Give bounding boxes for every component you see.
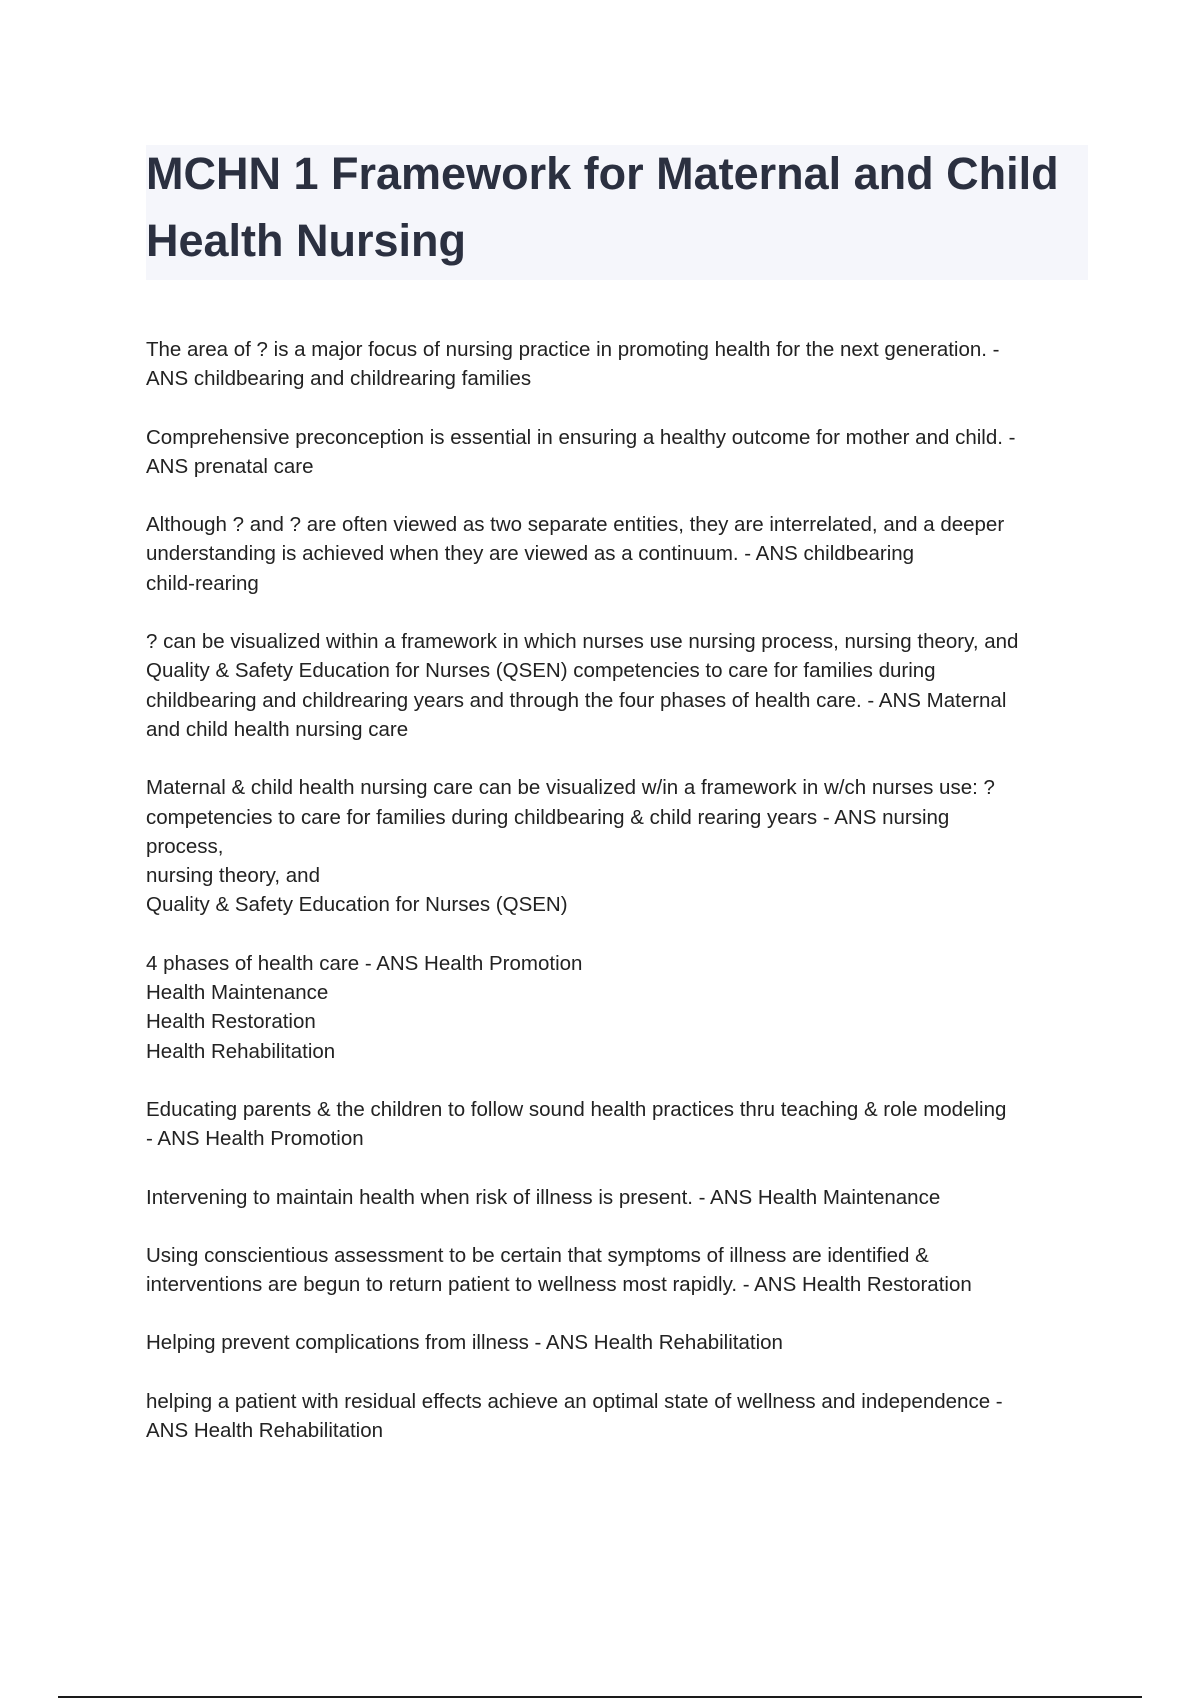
qa-item: Educating parents & the children to follow sound health practices thru teaching & role modeling - ANS Health Promotion	[146, 1097, 1007, 1151]
qa-item: helping a patient with residual effects achieve an optimal state of wellness and independence - ANS Health Rehabilitation	[146, 1389, 1003, 1443]
qa-item: Using conscientious assessment to be certain that symptoms of illness are identified & interventions are begun to return patient to wellness most rapidly. - ANS Health Restoration	[146, 1243, 972, 1297]
qa-item: The area of ? is a major focus of nursing practice in promoting health for the next generation. - ANS childbearing and childrearing families	[146, 338, 1000, 391]
qa-item: ? can be visualized within a framework in which nurses use nursing process, nursing theory, and Quality & Safety Education for Nurses (QSEN) competencies to care for families during childbearing and childrearing years and through the four phases of health care. - ANS Maternal and child health nursing care	[146, 630, 1019, 741]
qa-item: Intervening to maintain health when risk of illness is present. - ANS Health Maintenance	[146, 1185, 941, 1209]
qa-item: 4 phases of health care - ANS Health Promotion Health Maintenance Health Restoration Health Rehabilitation	[146, 951, 583, 1063]
qa-item: Helping prevent complications from illness - ANS Health Rehabilitation	[146, 1331, 783, 1355]
page-title: MCHN 1 Framework for Maternal and Child Health Nursing	[146, 148, 1059, 266]
qa-item: Comprehensive preconception is essential in ensuring a healthy outcome for mother and child. - ANS prenatal care	[146, 425, 1016, 478]
footer-divider	[58, 1696, 1142, 1698]
qa-item: Although ? and ? are often viewed as two separate entities, they are interrelated, and a deeper understanding is achieved when they are viewed as a continuum. - ANS childbearing child-rearing	[146, 513, 1005, 595]
qa-item: Maternal & child health nursing care can be visualized w/in a framework in w/ch nurses use: ? competencies to care for families during childbearing & child rearing years - ANS nursing process, nursing theory, and Quality & Safety Education for Nurses (QSEN)	[146, 776, 995, 917]
qa-list	[146, 335, 1096, 1474]
